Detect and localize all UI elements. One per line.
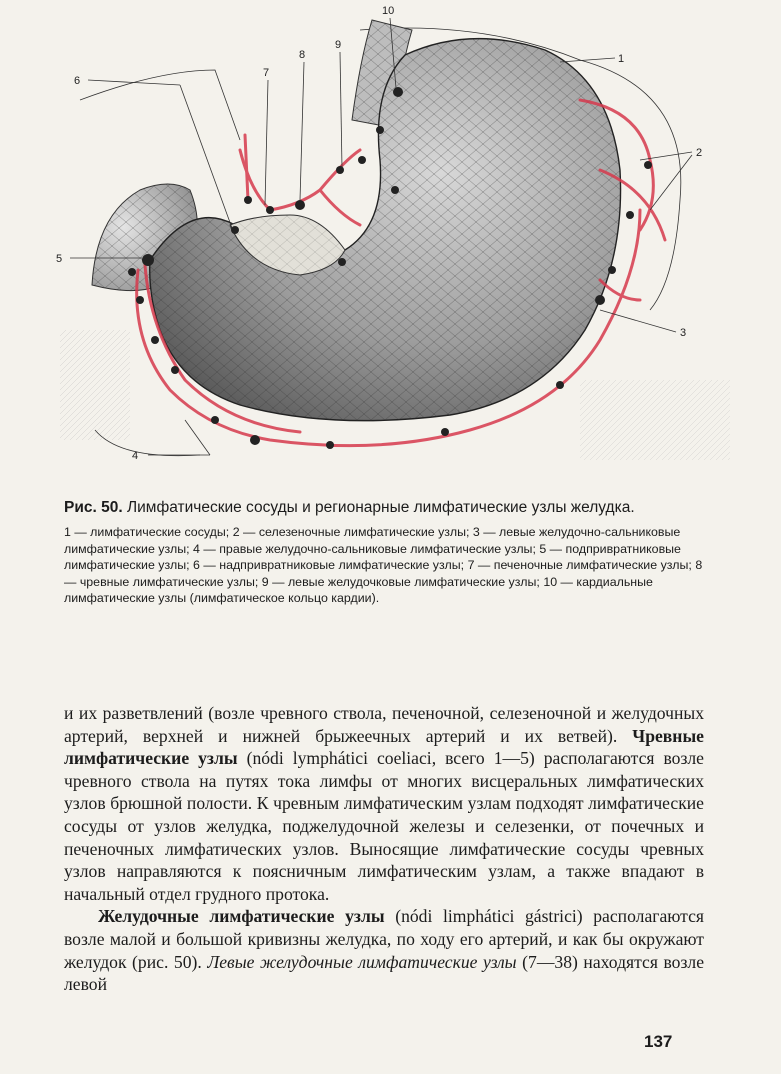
term-celiac-nodes: Чревные лимфатические узлы	[64, 725, 704, 769]
p1-rest: (nódi lymphátici coeliaci, всего 1—5) располагаются возле чревного ствола на путях тока лимфы от многих висцеральных лимфатических узлов брюшной полости. К чревным лимфатическим узлам подходят лимфатические сосуды от узлов желудка, поджелудочной железы и селезенки, от почечных и печеночных лимфатических узлов. Выносящие лимфатические сосуды чревных узлов направляются к поясничным лимфатическим узлам, а также впадают в начальный отдел грудного протока.	[64, 748, 704, 904]
stomach	[150, 39, 621, 421]
p2-mid: (nódi limphátici gástrici) располагаются возле малой и большой кривизны желудка, по ходу его артерий, и как бы окружают желудок (рис. 50).	[64, 906, 704, 972]
svg-text:6: 6	[74, 75, 81, 87]
svg-text:2: 2	[696, 147, 703, 159]
svg-text:8: 8	[299, 49, 306, 61]
figure-caption	[64, 498, 704, 607]
callout-8	[299, 49, 305, 200]
paragraph-1	[64, 702, 704, 905]
svg-text:7: 7	[263, 67, 270, 79]
callout-7	[263, 67, 269, 205]
p2-rest: (7—38) находятся возле левой	[64, 951, 704, 995]
p1-intro: и их разветвлений (возле чревного ствола, печеночной, селезеночной и желудочных артерий, верхней и нижней брыжеечных артерий и их ветвей).	[64, 703, 704, 746]
svg-text:5: 5	[56, 253, 63, 265]
svg-text:10: 10	[382, 5, 395, 17]
paragraph-2	[64, 905, 704, 995]
svg-text:4: 4	[132, 450, 139, 462]
caption-label: Рис. 50.	[64, 499, 123, 516]
callout-1	[560, 53, 624, 65]
caption-title: Лимфатические сосуды и регионарные лимфатические узлы желудка.	[126, 499, 635, 516]
caption-legend: 1 — лимфатические сосуды; 2 — селезеночные лимфатические узлы; 3 — левые желудочно-сальниковые лимфатические узлы; 4 — правые желудочно-сальниковые лимфатические узлы; 5 — подпривратниковые лимфатические узлы; 6 — надпривратниковые лимфатические узлы; 7 — печеночные лимфатические узлы; 8 — чревные лимфатические узлы; 9 — левые желудочковые лимфатические узлы; 10 — кардиальные лимфатические узлы (лимфатическое кольцо кардии).	[64, 525, 703, 606]
term-gastric-nodes: Желудочные лимфатические узлы	[98, 906, 385, 927]
body-text	[64, 702, 704, 996]
svg-text:9: 9	[335, 39, 342, 51]
svg-text:3: 3	[680, 327, 687, 339]
stomach-lymph-figure	[0, 0, 781, 480]
callout-9	[335, 39, 342, 168]
caption-title-line	[64, 498, 704, 518]
page-number: 137	[644, 1032, 673, 1051]
term-left-gastric-nodes: Левые желудочные лимфатические узлы	[207, 951, 517, 972]
svg-text:1: 1	[618, 53, 625, 65]
